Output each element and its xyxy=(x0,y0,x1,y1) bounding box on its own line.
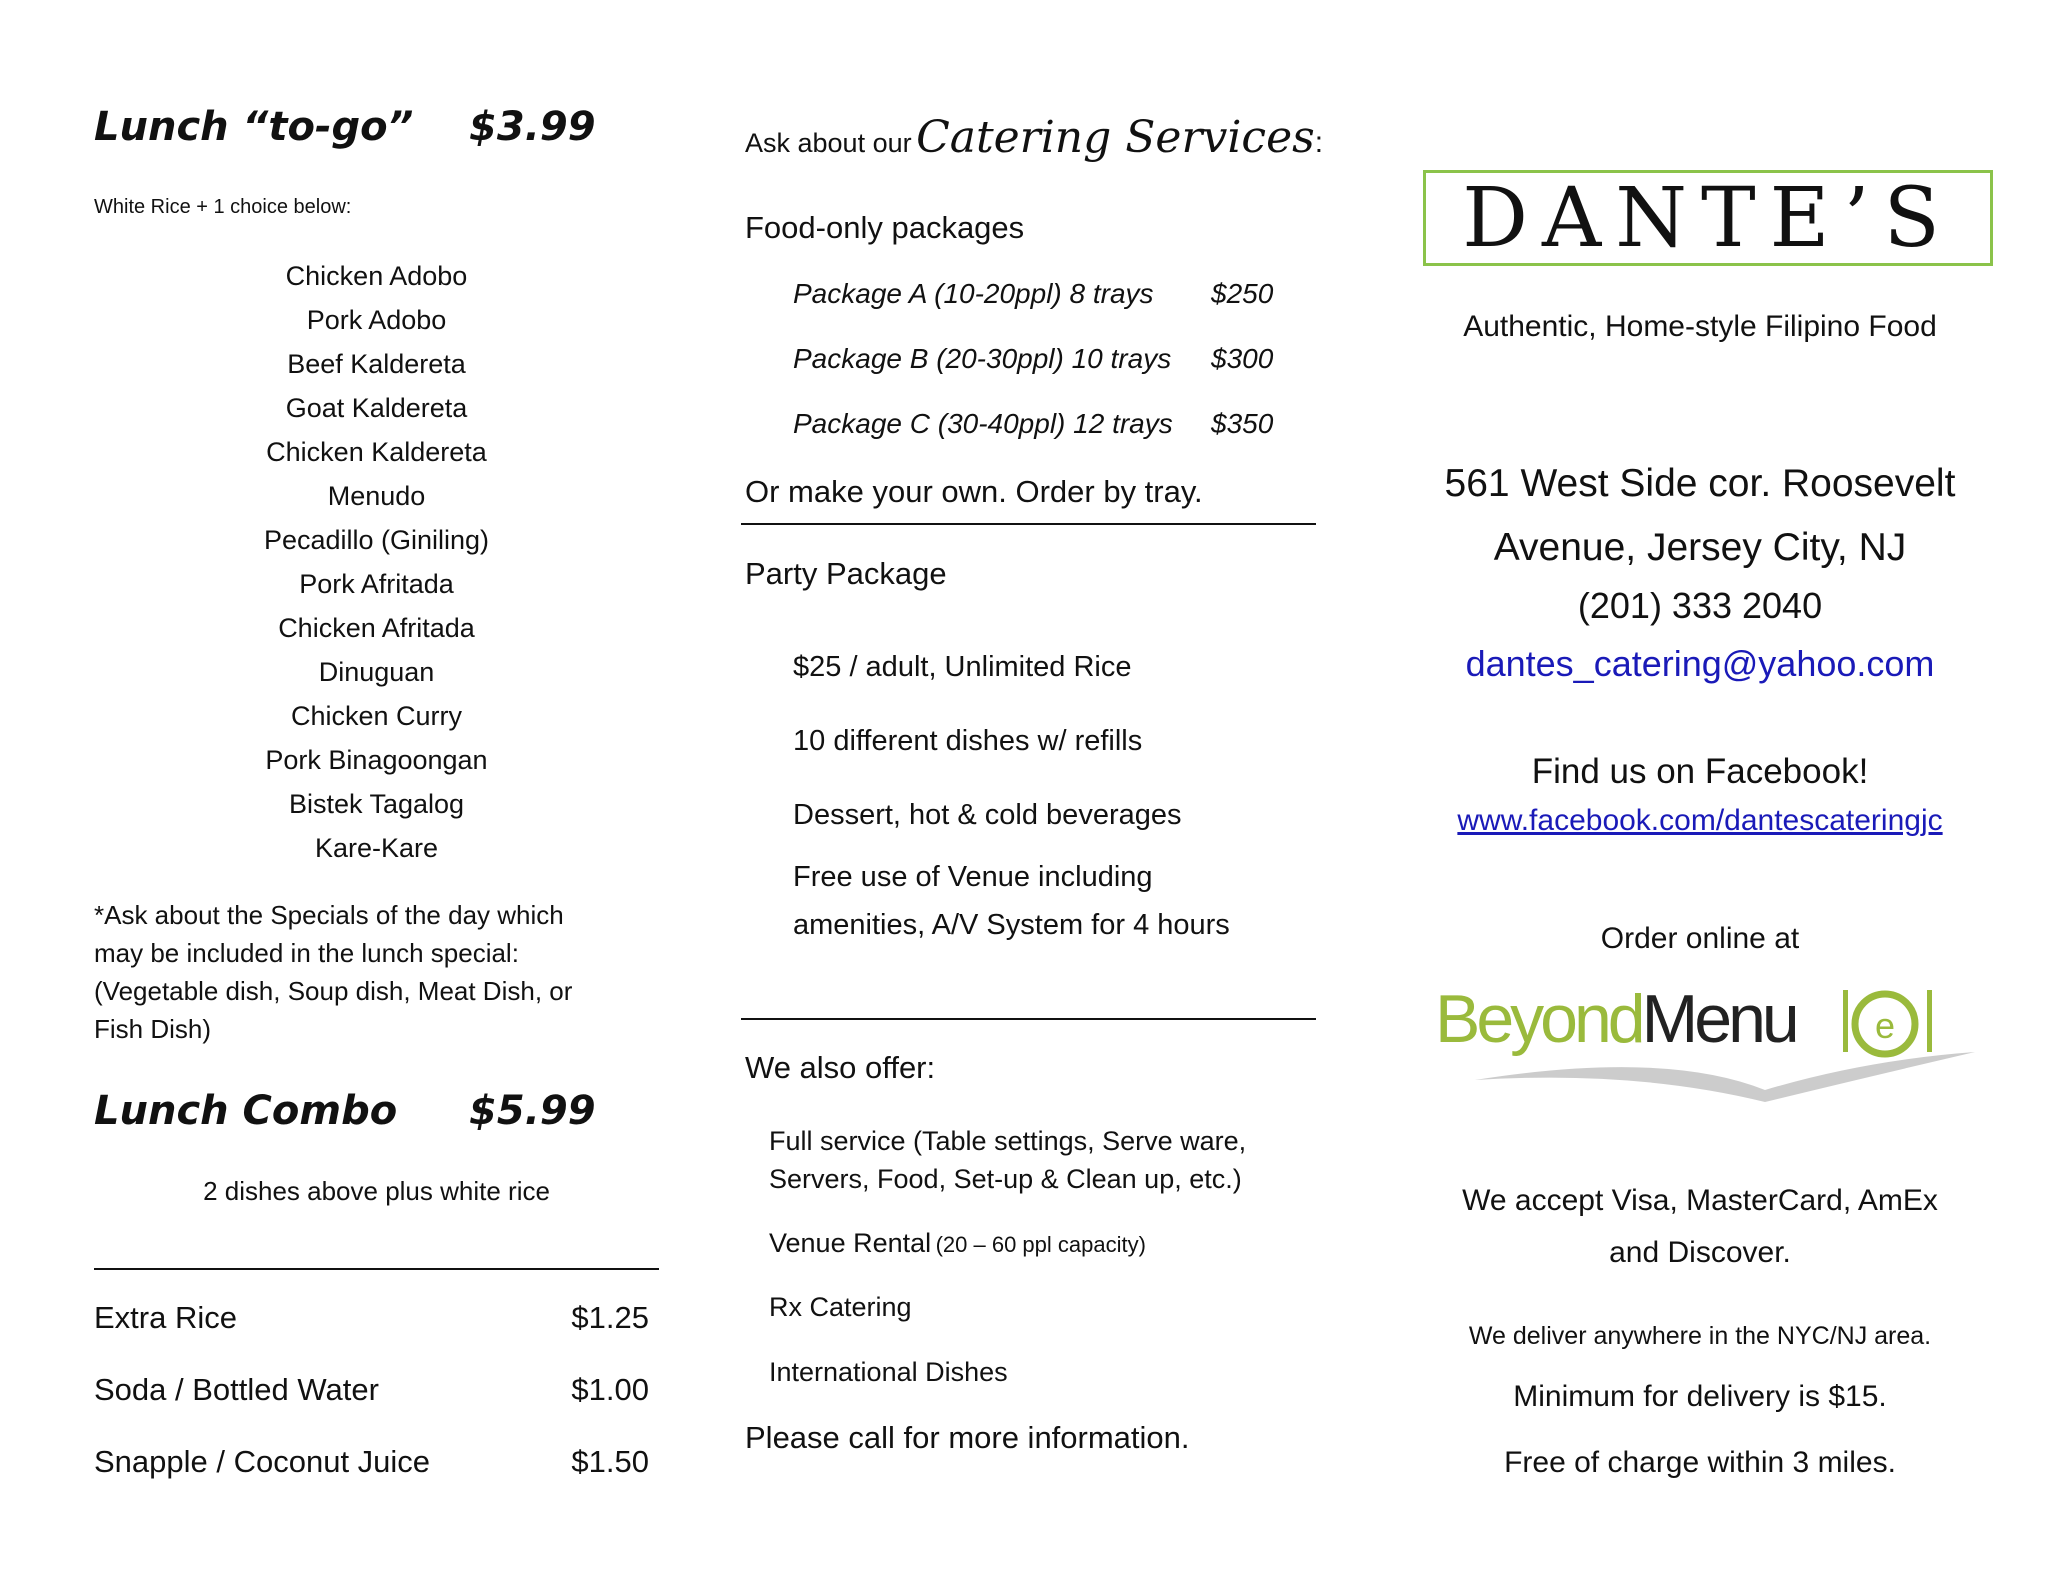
dantes-logo xyxy=(1423,170,1993,266)
tagline: Authentic, Home-style Filipino Food xyxy=(1463,310,1937,343)
lunch-togo-price: $3.99 xyxy=(469,104,596,150)
full-service xyxy=(769,1122,1246,1198)
facebook-heading: Find us on Facebook! xyxy=(1531,752,1869,791)
delivery-area: We deliver anywhere in the NYC/NJ area. xyxy=(1468,1322,1932,1350)
dish-item: Pecadillo (Giniling) xyxy=(263,525,490,555)
package-price: $300 xyxy=(1211,343,1274,374)
extras-name: Soda / Bottled Water xyxy=(94,1372,379,1407)
beyondmenu-emblem-icon xyxy=(1435,980,1985,1105)
address xyxy=(1400,452,2000,580)
dish-item: Pork Adobo xyxy=(306,305,447,335)
party-items xyxy=(793,630,1181,852)
address-line: Avenue, Jersey City, NJ xyxy=(1493,526,1907,569)
lunch-togo-subtitle: White Rice + 1 choice below: xyxy=(94,196,352,218)
dish-item: Chicken Kaldereta xyxy=(266,437,487,467)
address-line: 561 West Side cor. Roosevelt xyxy=(1444,462,1956,505)
extras-row xyxy=(94,1444,649,1516)
delivery-free: Free of charge within 3 miles. xyxy=(1504,1446,1896,1479)
party-item: Dessert, hot & cold beverages xyxy=(793,799,1182,831)
specials-note-line: *Ask about the Specials of the day which xyxy=(94,900,564,930)
dantes-logo-text: DANTE’S xyxy=(1462,170,1954,266)
party-venue xyxy=(793,853,1230,949)
extras-name: Snapple / Coconut Juice xyxy=(94,1444,431,1479)
svg-text:e: e xyxy=(1874,1005,1896,1046)
call-info: Please call for more information. xyxy=(745,1420,1190,1455)
catering-title: Catering Services xyxy=(916,112,1315,163)
party-item: 10 different dishes w/ refills xyxy=(793,725,1143,757)
beyondmenu-wordmark: BeyondMenu xyxy=(1435,981,1796,1057)
order-online-text: Order online at xyxy=(1600,922,1800,955)
food-only-heading: Food-only packages xyxy=(745,210,1025,245)
beyondmenu-logo[interactable] xyxy=(1435,980,1985,1105)
payment-line: and Discover. xyxy=(1609,1236,1791,1269)
extras-price: $1.25 xyxy=(571,1300,649,1335)
dish-item: Chicken Curry xyxy=(290,701,463,731)
dish-item: Bistek Tagalog xyxy=(288,789,465,819)
venue-rental xyxy=(769,1228,1146,1259)
dish-list xyxy=(94,254,659,870)
facebook-link[interactable]: www.facebook.com/dantescateringjc xyxy=(1457,804,1943,837)
package-price: $350 xyxy=(1211,408,1274,439)
package-name: Package C (30-40ppl) 12 trays xyxy=(793,408,1173,439)
party-item: $25 / adult, Unlimited Rice xyxy=(793,651,1132,683)
payment-info xyxy=(1400,1175,2000,1279)
dish-item: Pork Binagoongan xyxy=(265,745,488,775)
dish-item: Goat Kaldereta xyxy=(285,393,468,423)
full-service-line: Servers, Food, Set-up & Clean up, etc.) xyxy=(769,1164,1242,1194)
also-offer-heading: We also offer: xyxy=(745,1050,936,1085)
dish-item: Beef Kaldereta xyxy=(287,349,466,379)
extras-row xyxy=(94,1300,649,1372)
phone: (201) 333 2040 xyxy=(1577,585,1823,626)
package-name: Package A (10-20ppl) 8 trays xyxy=(793,278,1154,309)
rx-catering: Rx Catering xyxy=(769,1292,912,1322)
extras-price: $1.00 xyxy=(571,1372,649,1407)
extras-price: $1.50 xyxy=(571,1444,649,1479)
make-own-text: Or make your own. Order by tray. xyxy=(745,474,1203,509)
catering-prefix: Ask about our xyxy=(745,128,912,158)
divider xyxy=(94,1268,659,1270)
dish-item: Dinuguan xyxy=(318,657,435,687)
lunch-combo-price: $5.99 xyxy=(469,1088,596,1134)
venue-rental-main: Venue Rental xyxy=(769,1228,932,1258)
dish-item: Menudo xyxy=(327,481,426,511)
party-venue-line: Free use of Venue including xyxy=(793,861,1153,893)
lunch-togo-title: Lunch “to-go” xyxy=(94,104,414,150)
dish-item: Pork Afritada xyxy=(299,569,454,599)
specials-note-line: Fish Dish) xyxy=(94,1014,212,1044)
catering-heading xyxy=(745,112,1323,163)
full-service-line: Full service (Table settings, Serve ware, xyxy=(769,1126,1247,1156)
international-dishes: International Dishes xyxy=(769,1357,1008,1387)
lunch-combo-subtitle: 2 dishes above plus white rice xyxy=(203,1176,550,1206)
payment-line: We accept Visa, MasterCard, AmEx xyxy=(1462,1184,1938,1217)
catering-colon: : xyxy=(1314,126,1324,159)
packages-list xyxy=(793,278,1343,473)
extras-name: Extra Rice xyxy=(94,1300,237,1335)
extras-row xyxy=(94,1372,649,1444)
venue-rental-capacity: (20 – 60 ppl capacity) xyxy=(935,1232,1146,1257)
divider xyxy=(741,1018,1316,1020)
dish-item: Chicken Afritada xyxy=(278,613,475,643)
party-heading: Party Package xyxy=(745,556,947,591)
package-row xyxy=(793,408,1343,473)
specials-note-line: may be included in the lunch special: xyxy=(94,938,519,968)
specials-note xyxy=(94,896,572,1048)
package-row xyxy=(793,278,1343,343)
party-venue-line: amenities, A/V System for 4 hours xyxy=(793,909,1230,941)
email-link[interactable]: dantes_catering@yahoo.com xyxy=(1465,643,1935,684)
extras-list xyxy=(94,1300,649,1516)
package-name: Package B (20-30ppl) 10 trays xyxy=(793,343,1172,374)
specials-note-line: (Vegetable dish, Soup dish, Meat Dish, or xyxy=(94,976,573,1006)
dish-item: Chicken Adobo xyxy=(285,261,468,291)
delivery-minimum: Minimum for delivery is $15. xyxy=(1513,1380,1887,1413)
dish-item: Kare-Kare xyxy=(314,833,439,863)
lunch-combo-title: Lunch Combo xyxy=(94,1088,398,1134)
package-price: $250 xyxy=(1211,278,1274,309)
divider xyxy=(741,523,1316,525)
package-row xyxy=(793,343,1343,408)
